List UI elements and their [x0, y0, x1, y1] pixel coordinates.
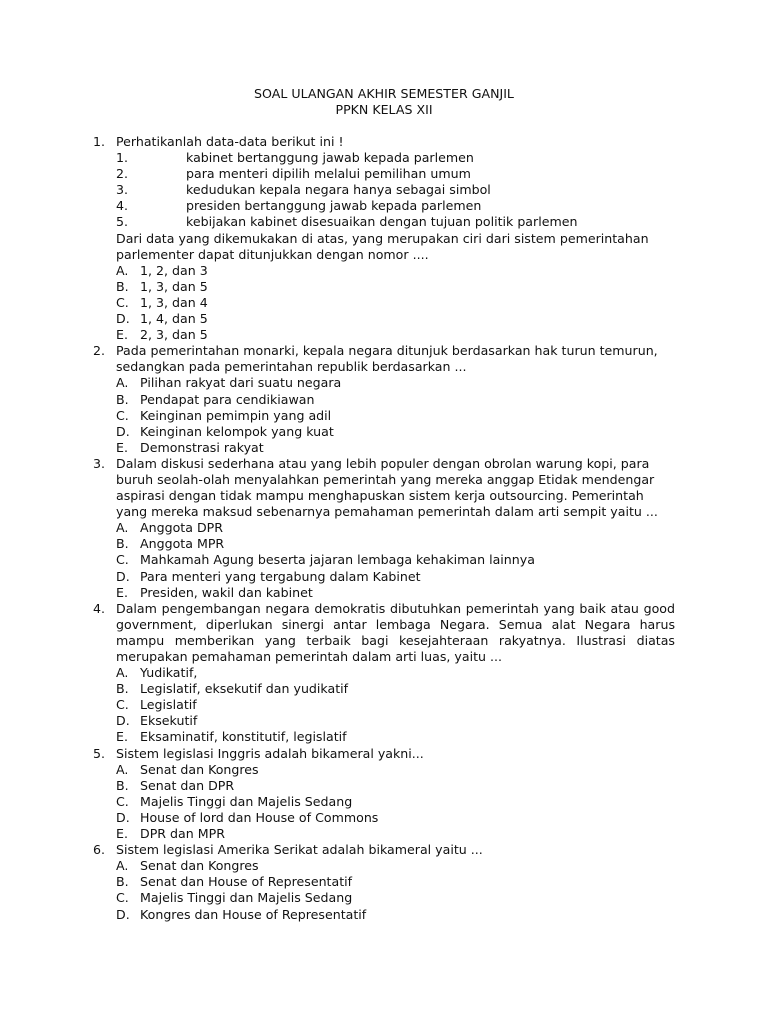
- question-text: Perhatikanlah data-data berikut ini !: [116, 134, 344, 149]
- option-text: Keinginan kelompok yang kuat: [140, 423, 334, 439]
- question-2: [93, 343, 675, 456]
- option-text: Para menteri yang tergabung dalam Kabinet: [140, 568, 421, 584]
- answer-option: [116, 874, 675, 890]
- data-item: [116, 150, 675, 166]
- option-text: Anggota MPR: [140, 536, 225, 552]
- option-text: Presiden, wakil dan kabinet: [140, 584, 313, 600]
- question-text: Sistem legislasi Inggris adalah bikameral yakni...: [116, 745, 424, 761]
- option-letter: E.: [116, 439, 128, 455]
- option-letter: A.: [116, 262, 129, 278]
- option-text: 2, 3, dan 5: [140, 327, 208, 343]
- option-letter: A.: [116, 858, 129, 874]
- option-letter: C.: [116, 890, 129, 906]
- data-item: [116, 166, 675, 182]
- data-item-text: para menteri dipilih melalui pemilihan umum: [186, 166, 471, 182]
- answer-option: [116, 520, 675, 536]
- data-item-text: kabinet bertanggung jawab kepada parlemen: [186, 150, 474, 166]
- option-letter: D.: [116, 423, 130, 439]
- question-text: Pada pemerintahan monarki, kepala negara ditunjuk berdasarkan hak turun temurun, sedangkan pada pemerintahan republik berdasarkan ...: [116, 343, 658, 375]
- option-letter: A.: [116, 375, 129, 391]
- option-text: Majelis Tinggi dan Majelis Sedang: [140, 890, 353, 906]
- option-text: House of lord dan House of Commons: [140, 809, 379, 825]
- answer-option: [116, 424, 675, 440]
- option-text: Keinginan pemimpin yang adil: [140, 407, 332, 423]
- question-1: [93, 134, 675, 343]
- option-letter: E.: [116, 327, 128, 343]
- question-list: [93, 134, 675, 923]
- data-item-number: 5.: [116, 214, 129, 230]
- answer-option: [116, 697, 675, 713]
- option-letter: B.: [116, 536, 129, 552]
- option-text: 1, 3, dan 5: [140, 278, 208, 294]
- answer-option: [116, 729, 675, 745]
- data-item: [116, 214, 675, 230]
- answer-option: [116, 552, 675, 568]
- question-number: 5.: [93, 745, 106, 761]
- option-letter: B.: [116, 278, 129, 294]
- option-letter: E.: [116, 584, 128, 600]
- answer-option: [116, 681, 675, 697]
- data-item-text: kebijakan kabinet disesuaikan dengan tujuan politik parlemen: [186, 214, 578, 230]
- answer-option: [116, 440, 675, 456]
- title-line-1: SOAL ULANGAN AKHIR SEMESTER GANJIL: [254, 86, 514, 101]
- answer-option: [116, 392, 675, 408]
- data-item-number: 4.: [116, 198, 129, 214]
- option-letter: C.: [116, 294, 129, 310]
- option-letter: D.: [116, 568, 130, 584]
- answer-option: [116, 713, 675, 729]
- option-letter: B.: [116, 681, 129, 697]
- answer-option: [116, 327, 675, 343]
- option-letter: D.: [116, 311, 130, 327]
- answer-option: [116, 295, 675, 311]
- option-text: Yudikatif,: [140, 665, 198, 681]
- answer-option: [116, 311, 675, 327]
- option-text: Senat dan DPR: [140, 777, 235, 793]
- option-text: Eksekutif: [140, 713, 198, 729]
- question-number: 4.: [93, 600, 106, 616]
- answer-option: [116, 890, 675, 906]
- option-letter: E.: [116, 729, 128, 745]
- answer-option: [116, 375, 675, 391]
- data-item-number: 2.: [116, 166, 129, 182]
- option-text: 1, 4, dan 5: [140, 311, 208, 327]
- answer-option: [116, 279, 675, 295]
- option-letter: B.: [116, 391, 129, 407]
- option-letter: B.: [116, 777, 129, 793]
- question-4: [93, 601, 675, 746]
- option-letter: A.: [116, 761, 129, 777]
- option-text: Pilihan rakyat dari suatu negara: [140, 375, 342, 391]
- question-6: [93, 842, 675, 922]
- question-text: Dalam diskusi sederhana atau yang lebih populer dengan obrolan warung kopi, para buruh seolah-olah menyalahkan pemerintah yang mereka anggap Etidak mendengar aspirasi dengan tidak mampu menghapuskan sistem kerja outsourcing. Pemerintah yang mereka maksud sebenarnya pemahaman pemerintah dalam arti sempit yaitu ...: [116, 455, 658, 520]
- answer-option: [116, 858, 675, 874]
- option-text: 1, 3, dan 4: [140, 294, 208, 310]
- answer-option: [116, 569, 675, 585]
- question-5: [93, 746, 675, 843]
- answer-option: [116, 762, 675, 778]
- option-text: Senat dan Kongres: [140, 858, 259, 874]
- option-letter: A.: [116, 665, 129, 681]
- answer-option: [116, 408, 675, 424]
- question-number: 2.: [93, 343, 106, 359]
- document-title: [0, 86, 768, 118]
- question-followup: Dari data yang dikemukakan di atas, yang merupakan ciri dari sistem pemerintahan parlementer dapat ditunjukkan dengan nomor ....: [116, 230, 649, 262]
- option-text: Legislatif, eksekutif dan yudikatif: [140, 681, 349, 697]
- option-text: Legislatif: [140, 697, 197, 713]
- data-item-number: 1.: [116, 150, 129, 166]
- option-letter: C.: [116, 793, 129, 809]
- answer-option: [116, 826, 675, 842]
- option-text: Mahkamah Agung beserta jajaran lembaga kehakiman lainnya: [140, 552, 535, 568]
- question-text: Dalam pengembangan negara demokratis dibutuhkan pemerintah yang baik atau good government, diperlukan sinergi antar lembaga Negara. Semua alat Negara harus mampu memberikan yang terbaik bagi kesejahteraan rakyatnya. Ilustrasi diatas merupakan pemahaman pemerintah dalam arti luas, yaitu ...: [116, 600, 675, 664]
- question-number: 6.: [93, 842, 106, 858]
- option-text: DPR dan MPR: [140, 826, 225, 842]
- data-item-text: presiden bertanggung jawab kepada parlemen: [186, 198, 482, 214]
- option-text: Pendapat para cendikiawan: [140, 391, 315, 407]
- option-letter: A.: [116, 520, 129, 536]
- answer-option: [116, 665, 675, 681]
- answer-option: [116, 810, 675, 826]
- option-text: Demonstrasi rakyat: [140, 439, 264, 455]
- option-letter: C.: [116, 552, 129, 568]
- question-number: 3.: [93, 455, 106, 471]
- option-letter: D.: [116, 809, 130, 825]
- data-item: [116, 198, 675, 214]
- answer-option: [116, 585, 675, 601]
- data-item-number: 3.: [116, 182, 129, 198]
- question-number: 1.: [93, 134, 106, 149]
- answer-option: [116, 794, 675, 810]
- answer-option: [116, 907, 675, 923]
- data-item: [116, 182, 675, 198]
- option-text: Senat dan Kongres: [140, 761, 259, 777]
- answer-option: [116, 536, 675, 552]
- option-text: Kongres dan House of Representatif: [140, 906, 367, 922]
- option-text: Eksaminatif, konstitutif, legislatif: [140, 729, 347, 745]
- answer-option: [116, 263, 675, 279]
- question-text: Sistem legislasi Amerika Serikat adalah bikameral yaitu ...: [116, 842, 483, 858]
- data-item-text: kedudukan kepala negara hanya sebagai simbol: [186, 182, 491, 198]
- option-letter: D.: [116, 713, 130, 729]
- option-letter: E.: [116, 826, 128, 842]
- option-text: Anggota DPR: [140, 520, 223, 536]
- option-text: Senat dan House of Representatif: [140, 874, 353, 890]
- option-letter: D.: [116, 906, 130, 922]
- option-letter: C.: [116, 407, 129, 423]
- option-letter: B.: [116, 874, 129, 890]
- option-letter: C.: [116, 697, 129, 713]
- question-3: [93, 456, 675, 601]
- option-text: 1, 2, dan 3: [140, 262, 208, 278]
- option-text: Majelis Tinggi dan Majelis Sedang: [140, 793, 353, 809]
- title-line-2: PPKN KELAS XII: [335, 102, 433, 117]
- answer-option: [116, 778, 675, 794]
